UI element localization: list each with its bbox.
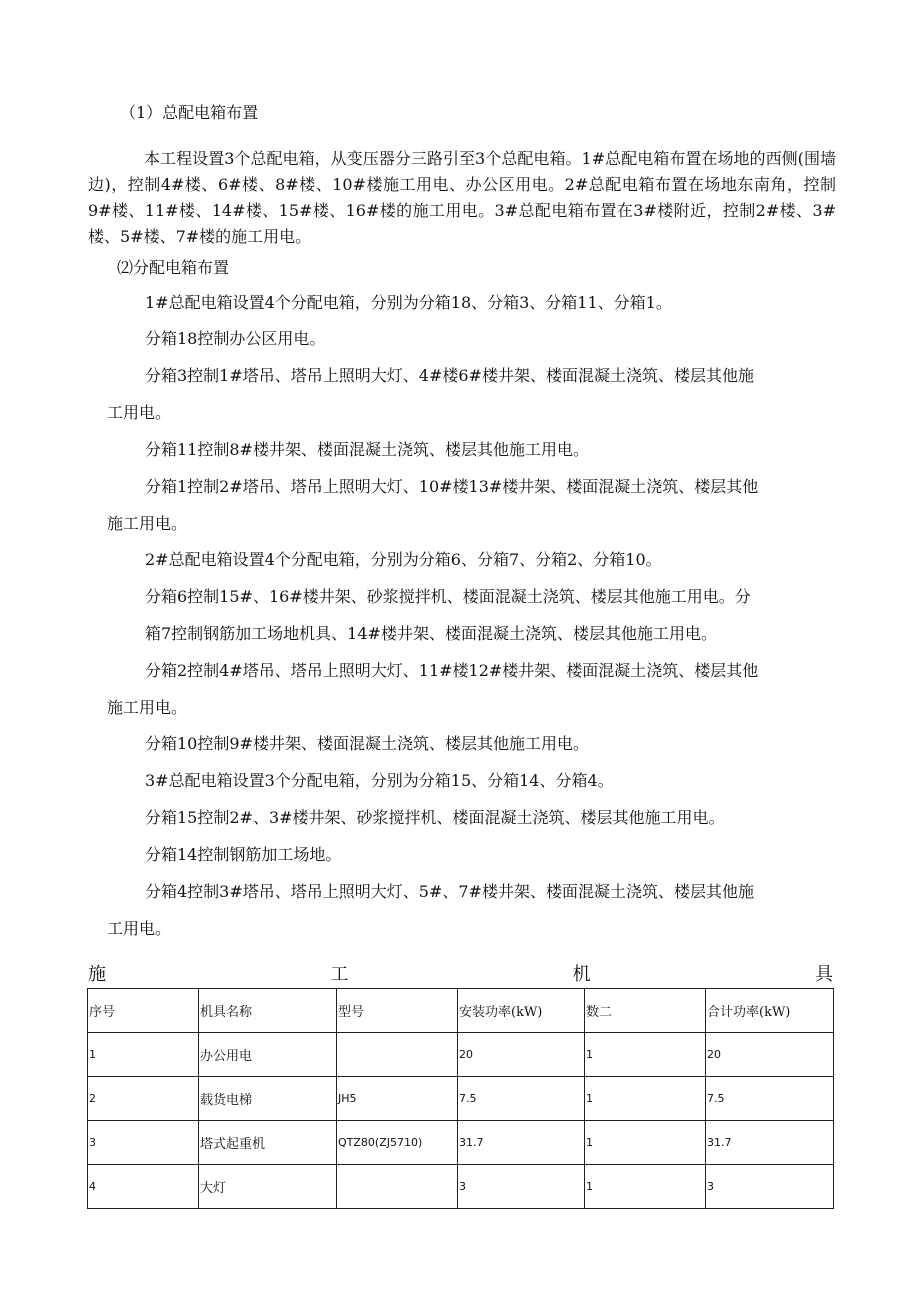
heading-main-boxes: （1）总配电箱布置	[120, 103, 259, 122]
table-row	[88, 1165, 834, 1209]
cell-name: 大灯	[199, 1165, 337, 1209]
cell-name: 载货电梯	[199, 1077, 337, 1121]
header-cell-qty: 数二	[585, 989, 706, 1033]
header-cell-name: 机具名称	[199, 989, 337, 1033]
table-title-char: 施	[88, 964, 106, 985]
cell-total: 3	[706, 1165, 834, 1209]
cell-power: 3	[458, 1165, 585, 1209]
cell-index: 4	[88, 1165, 199, 1209]
cell-model: JH5	[337, 1077, 458, 1121]
cell-qty: 1	[585, 1165, 706, 1209]
text-line: 分箱4控制3#塔吊、塔吊上照明大灯、5#、7#楼井架、楼面混凝土浇筑、楼层其他施	[145, 882, 754, 901]
text-line: 3#总配电箱设置3个分配电箱，分别为分箱15、分箱14、分箱4。	[145, 771, 614, 790]
cell-power: 7.5	[458, 1077, 585, 1121]
text-line: 施工用电。	[107, 514, 188, 533]
paragraph-main-boxes: 本工程设置3个总配电箱，从变压器分三路引至3个总配电箱。1#总配电箱布置在场地的西侧(围墙边)，控制4#楼、6#楼、8#楼、10#楼施工用电、办公区用电。2#总配电箱布置在场地东南角，控制9#楼、11#楼、14#楼、15#楼、16#楼的施工用电。3#总配电箱布置在3#楼附近，控制2#楼、3#楼、5#楼、7#楼的施工用电。	[88, 149, 836, 246]
text-line: 工用电。	[107, 403, 172, 422]
text-line: 分箱1控制2#塔吊、塔吊上照明大灯、10#楼13#楼井架、楼面混凝土浇筑、楼层其他	[145, 477, 759, 496]
header-cell-model: 型号	[337, 989, 458, 1033]
table-title-char: 机	[572, 964, 591, 985]
cell-total: 20	[706, 1033, 834, 1077]
table-row	[88, 1121, 834, 1165]
cell-qty: 1	[585, 1121, 706, 1165]
table-row	[88, 1077, 834, 1121]
text-line: 分箱14控制钢筋加工场地。	[145, 845, 342, 864]
table-title-char: 具	[814, 964, 833, 985]
text-line: 分箱11控制8#楼井架、楼面混凝土浇筑、楼层其他施工用电。	[145, 440, 589, 459]
text-line: 分箱2控制4#塔吊、塔吊上照明大灯、11#楼12#楼井架、楼面混凝土浇筑、楼层其他	[145, 661, 759, 680]
text-line: 1#总配电箱设置4个分配电箱，分别为分箱18、分箱3、分箱11、分箱1。	[145, 293, 672, 312]
text-line: 分箱3控制1#塔吊、塔吊上照明大灯、4#楼6#楼井架、楼面混凝土浇筑、楼层其他施	[145, 366, 754, 385]
header-cell-power: 安装功率(kW)	[458, 989, 585, 1033]
cell-power: 20	[458, 1033, 585, 1077]
header-cell-index: 序号	[88, 989, 199, 1033]
text-line: 分箱15控制2#、3#楼井架、砂浆搅拌机、楼面混凝土浇筑、楼层其他施工用电。	[145, 808, 725, 827]
table-title-char: 工	[330, 964, 349, 985]
header-cell-total: 合计功率(kW)	[706, 989, 834, 1033]
text-line: 分箱18控制办公区用电。	[145, 329, 326, 348]
text-line: 分箱10控制9#楼井架、楼面混凝土浇筑、楼层其他施工用电。	[145, 734, 589, 753]
cell-total: 7.5	[706, 1077, 834, 1121]
cell-index: 3	[88, 1121, 199, 1165]
cell-model	[337, 1033, 458, 1077]
cell-power: 31.7	[458, 1121, 585, 1165]
cell-name: 办公用电	[199, 1033, 337, 1077]
text-line: 箱7控制钢筋加工场地机具、14#楼井架、楼面混凝土浇筑、楼层其他施工用电。	[145, 624, 717, 643]
cell-model	[337, 1165, 458, 1209]
text-line: 工用电。	[107, 919, 172, 938]
table-title	[88, 964, 833, 986]
text-line: 分箱6控制15#、16#楼井架、砂浆搅拌机、楼面混凝土浇筑、楼层其他施工用电。分	[145, 587, 751, 606]
cell-qty: 1	[585, 1033, 706, 1077]
heading-sub-boxes: ⑵分配电箱布置	[117, 258, 230, 277]
text-line: 2#总配电箱设置4个分配电箱，分别为分箱6、分箱7、分箱2、分箱10。	[145, 550, 662, 569]
cell-index: 1	[88, 1033, 199, 1077]
cell-qty: 1	[585, 1077, 706, 1121]
table-header-row	[88, 989, 834, 1033]
text-line: 施工用电。	[107, 698, 188, 717]
table-row	[88, 1033, 834, 1077]
cell-name: 塔式起重机	[199, 1121, 337, 1165]
equipment-table	[87, 988, 834, 1209]
cell-index: 2	[88, 1077, 199, 1121]
cell-total: 31.7	[706, 1121, 834, 1165]
cell-model: QTZ80(ZJ5710)	[337, 1121, 458, 1165]
